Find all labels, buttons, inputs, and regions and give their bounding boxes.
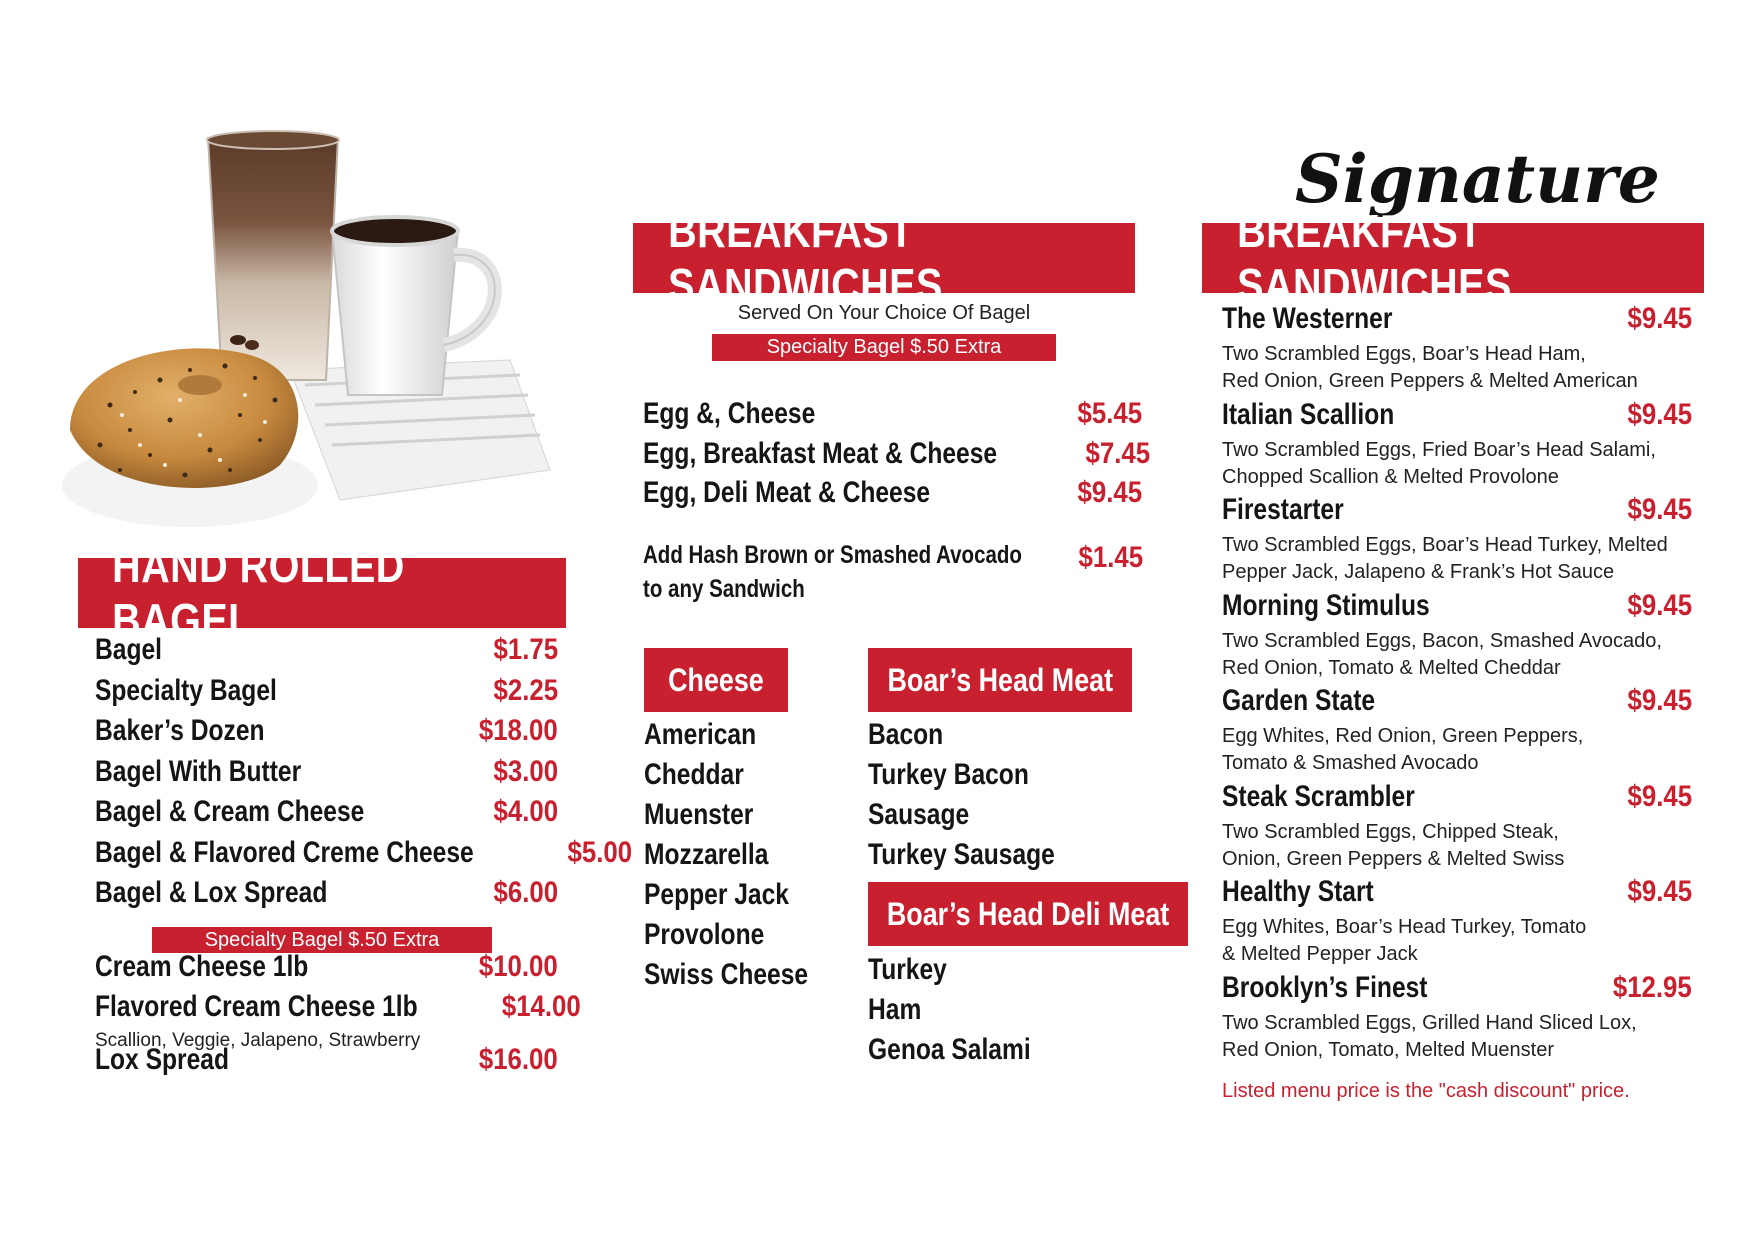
list-item: Bacon <box>868 718 944 751</box>
description-line: Pepper Jack, Jalapeno & Frank’s Hot Sauce <box>1222 561 1615 583</box>
bagel-specialty-note: Specialty Bagel $.50 Extra <box>152 927 492 953</box>
menu-item <box>643 436 1150 471</box>
menu-item <box>1222 493 1692 527</box>
item-price: $9.45 <box>1627 684 1692 717</box>
list-item: Turkey Bacon <box>868 758 1029 791</box>
item-price: $9.45 <box>1627 779 1692 813</box>
description-line: Two Scrambled Eggs, Chipped Steak, <box>1222 820 1559 843</box>
menu-item <box>1222 589 1692 623</box>
item-name: Garden State <box>1222 684 1376 717</box>
deli-list <box>868 950 1066 1070</box>
item-price: $9.45 <box>1627 302 1692 335</box>
item-price: $5.45 <box>1077 397 1142 430</box>
item-price: $9.45 <box>1627 875 1692 908</box>
item-price: $1.75 <box>493 633 558 666</box>
meat-list <box>868 715 1096 875</box>
item-name: Steak Scrambler <box>1222 779 1415 813</box>
description-line: Two Scrambled Eggs, Fried Boar’s Head Salami, <box>1222 438 1656 461</box>
description-line: Egg Whites, Red Onion, Green Peppers, <box>1222 725 1584 747</box>
menu-item <box>643 476 1142 510</box>
menu-item <box>95 876 558 910</box>
list-item: Swiss Cheese <box>644 958 809 991</box>
item-name: Bagel & Lox Spread <box>95 876 328 909</box>
addon-text <box>643 538 1083 606</box>
menu-item <box>643 397 1142 431</box>
item-description <box>1222 628 1702 682</box>
signature-script-title: Signature <box>1295 140 1660 218</box>
item-description <box>1222 723 1702 777</box>
item-name: Firestarter <box>1222 493 1344 526</box>
menu-item <box>95 674 558 708</box>
menu-item <box>1222 302 1692 336</box>
menu-item <box>1222 684 1692 718</box>
deli-section-title: Boar’s Head Deli Meat <box>886 895 1170 932</box>
menu-item <box>1222 780 1692 814</box>
item-price: $12.95 <box>1613 970 1692 1004</box>
item-name: Morning Stimulus <box>1222 588 1430 622</box>
list-item: Provolone <box>644 918 765 951</box>
meat-section-title: Boar’s Head Meat <box>887 661 1113 698</box>
item-name: Cream Cheese 1lb <box>95 950 309 983</box>
description-line: Two Scrambled Eggs, Grilled Hand Sliced Lox, <box>1222 1011 1637 1034</box>
bagel-section-banner <box>78 540 566 646</box>
description-line: Red Onion, Tomato & Melted Cheddar <box>1222 656 1561 679</box>
meat-section-banner <box>868 648 1132 712</box>
menu-item <box>95 633 558 667</box>
list-item: American <box>644 718 757 751</box>
list-item: Muenster <box>644 798 754 831</box>
list-item: Turkey <box>868 953 947 986</box>
item-price: $14.00 <box>501 990 581 1023</box>
signature-section-banner <box>1202 205 1704 311</box>
item-description <box>1222 1010 1702 1064</box>
description-line: Two Scrambled Eggs, Bacon, Smashed Avocado, <box>1222 629 1662 652</box>
description-line: & Melted Pepper Jack <box>1222 943 1418 965</box>
menu-item <box>95 990 581 1024</box>
flavors-note: Scallion, Veggie, Jalapeno, Strawberry <box>95 1030 421 1051</box>
cheese-section-banner <box>644 648 788 712</box>
item-price: $5.00 <box>567 835 632 869</box>
list-item: Pepper Jack <box>644 878 789 911</box>
menu-item <box>95 755 558 789</box>
item-name: Brooklyn’s Finest <box>1222 970 1428 1004</box>
signature-section-title: BREAKFAST SANDWICHES <box>1237 205 1512 311</box>
item-name: Lox Spread <box>95 1043 229 1076</box>
item-name: Healthy Start <box>1222 875 1374 908</box>
menu-item <box>95 714 558 748</box>
item-name: Bagel & Cream Cheese <box>95 795 365 828</box>
menu-item <box>1222 971 1692 1005</box>
list-item: Sausage <box>868 798 970 831</box>
item-name: Specialty Bagel <box>95 673 277 707</box>
item-name: The Westerner <box>1222 302 1393 335</box>
menu-item <box>95 950 558 984</box>
list-item: Mozzarella <box>644 838 769 871</box>
item-price: $18.00 <box>479 714 558 747</box>
coffee-bagel-photo <box>40 130 580 550</box>
cash-discount-note: Listed menu price is the "cash discount" price. <box>1222 1080 1630 1102</box>
breakfast-section-banner <box>633 205 1135 311</box>
description-line: Onion, Green Peppers & Melted Swiss <box>1222 847 1565 870</box>
item-price: $6.00 <box>493 876 558 909</box>
breakfast-section-title: BREAKFAST SANDWICHES <box>668 205 943 311</box>
description-line: Tomato & Smashed Avocado <box>1222 752 1479 774</box>
description-line: Chopped Scallion & Melted Provolone <box>1222 465 1559 488</box>
item-price: $9.45 <box>1077 476 1142 509</box>
item-price: $9.45 <box>1627 588 1692 622</box>
item-name: Flavored Cream Cheese 1lb <box>95 990 418 1023</box>
deli-section-banner <box>868 882 1188 946</box>
list-item: Genoa Salami <box>868 1033 1031 1066</box>
item-name: Egg &, Cheese <box>643 397 816 430</box>
menu-item <box>95 795 558 829</box>
description-line: Egg Whites, Boar’s Head Turkey, Tomato <box>1222 916 1587 938</box>
item-price: $9.45 <box>1627 397 1692 431</box>
item-name: Baker’s Dozen <box>95 714 265 747</box>
menu-item <box>1222 398 1692 432</box>
item-name: Bagel With Butter <box>95 754 302 788</box>
cheese-list <box>644 715 844 995</box>
item-price: $7.45 <box>1085 436 1150 470</box>
item-name: Egg, Deli Meat & Cheese <box>643 476 931 509</box>
item-price: $2.25 <box>493 673 558 707</box>
bagel-section-title: HAND ROLLED BAGEL <box>112 540 405 646</box>
addon-line-1: Add Hash Brown or Smashed Avocado <box>643 541 1022 569</box>
item-price: $4.00 <box>493 795 558 828</box>
list-item: Turkey Sausage <box>868 838 1055 871</box>
list-item: Ham <box>868 993 922 1026</box>
item-name: Bagel <box>95 633 162 666</box>
menu-item <box>1222 875 1692 909</box>
description-line: Red Onion, Tomato, Melted Muenster <box>1222 1038 1555 1061</box>
item-description <box>1222 437 1702 491</box>
breakfast-specialty-note: Specialty Bagel $.50 Extra <box>712 334 1056 361</box>
breakfast-subtitle: Served On Your Choice Of Bagel <box>737 302 1031 324</box>
item-price: $9.45 <box>1627 493 1692 526</box>
item-description <box>1222 914 1702 968</box>
item-name: Bagel & Flavored Creme Cheese <box>95 835 474 869</box>
item-price: $3.00 <box>493 754 558 788</box>
description-line: Two Scrambled Eggs, Boar’s Head Turkey, Melted <box>1222 534 1668 556</box>
item-price: $10.00 <box>479 950 558 983</box>
item-price: $16.00 <box>479 1043 558 1076</box>
description-line: Two Scrambled Eggs, Boar’s Head Ham, <box>1222 343 1586 365</box>
addon-price: $1.45 <box>1078 541 1143 574</box>
item-description <box>1222 819 1702 873</box>
item-name: Egg, Breakfast Meat & Cheese <box>643 436 998 470</box>
menu-item <box>95 835 632 870</box>
addon-line-2: to any Sandwich <box>643 575 805 603</box>
item-name: Italian Scallion <box>1222 397 1395 431</box>
item-description <box>1222 532 1702 586</box>
description-line: Red Onion, Green Peppers & Melted American <box>1222 370 1638 392</box>
item-description <box>1222 341 1702 395</box>
list-item: Cheddar <box>644 758 744 791</box>
cheese-section-title: Cheese <box>668 661 764 698</box>
